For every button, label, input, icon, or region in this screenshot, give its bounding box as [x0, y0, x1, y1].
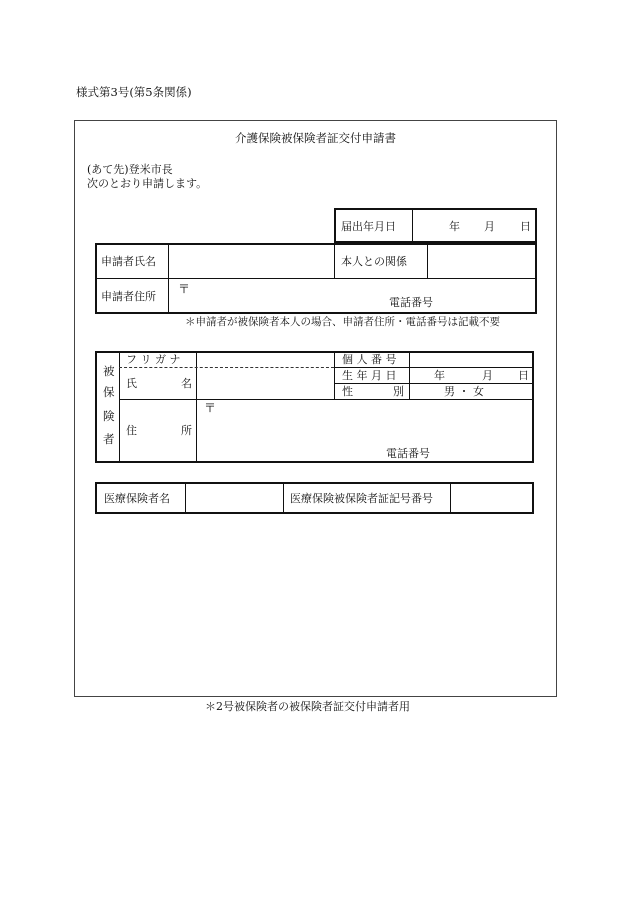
furigana-label: フ リ ガ ナ — [126, 353, 181, 366]
applicant-address-field[interactable] — [170, 280, 535, 312]
insured-address-label-2: 所 — [181, 424, 192, 437]
insurer-label: 医療保険者名 — [104, 492, 170, 505]
request-text: 次のとおり申請します。 — [87, 177, 208, 190]
insurer-field[interactable] — [187, 484, 282, 512]
insured-char-3: 険 — [103, 409, 115, 423]
filing-date-day[interactable]: 日 — [520, 220, 531, 233]
applicant-name-label: 申請者氏名 — [101, 255, 156, 268]
insured-name-field[interactable] — [198, 369, 333, 398]
dob-month[interactable]: 月 — [482, 369, 493, 382]
footer-note: ＊2号被保険者の被保険者証交付申請者用 — [205, 700, 410, 713]
insured-address-label-1: 住 — [126, 424, 137, 437]
dob-label: 生 年 月 日 — [342, 369, 397, 382]
dob-year[interactable]: 年 — [434, 369, 445, 382]
insured-name-label-1: 氏 — [126, 377, 137, 390]
insured-address-field[interactable] — [198, 401, 532, 461]
applicant-postal-mark: 〒 — [178, 282, 191, 296]
insured-char-4: 者 — [103, 432, 115, 446]
relation-field[interactable] — [429, 245, 535, 277]
sex-label-2: 別 — [393, 385, 404, 398]
personal-number-field[interactable] — [411, 353, 532, 366]
addressee: (あて先)登米市長 — [87, 163, 173, 176]
insured-name-label-2: 名 — [181, 377, 192, 390]
applicant-phone-label: 電話番号 — [389, 296, 433, 309]
filing-date-month[interactable]: 月 — [484, 220, 495, 233]
form-title: 介護保険被保険者証交付申請書 — [235, 131, 396, 145]
form-number: 様式第3号(第5条関係) — [76, 85, 192, 99]
sex-options[interactable]: 男 ・ 女 — [444, 385, 484, 398]
insured-char-2: 保 — [103, 385, 115, 399]
insured-phone-label: 電話番号 — [386, 447, 430, 460]
relation-label: 本人との関係 — [341, 255, 407, 268]
furigana-field[interactable] — [198, 353, 333, 366]
insured-char-1: 被 — [103, 364, 115, 378]
sex-label-1: 性 — [342, 385, 353, 398]
filing-date-label: 届出年月日 — [341, 220, 396, 233]
insurance-number-field[interactable] — [452, 484, 532, 512]
insured-postal-mark: 〒 — [204, 401, 217, 415]
dob-day[interactable]: 日 — [518, 369, 529, 382]
filing-date-year[interactable]: 年 — [449, 220, 460, 233]
applicant-name-field[interactable] — [170, 245, 333, 277]
applicant-address-label: 申請者住所 — [101, 290, 156, 303]
applicant-note: ＊申請者が被保険者本人の場合、申請者住所・電話番号は記載不要 — [185, 316, 500, 328]
insurance-number-label: 医療保険被保険者証記号番号 — [290, 492, 433, 505]
personal-number-label: 個 人 番 号 — [342, 353, 397, 366]
